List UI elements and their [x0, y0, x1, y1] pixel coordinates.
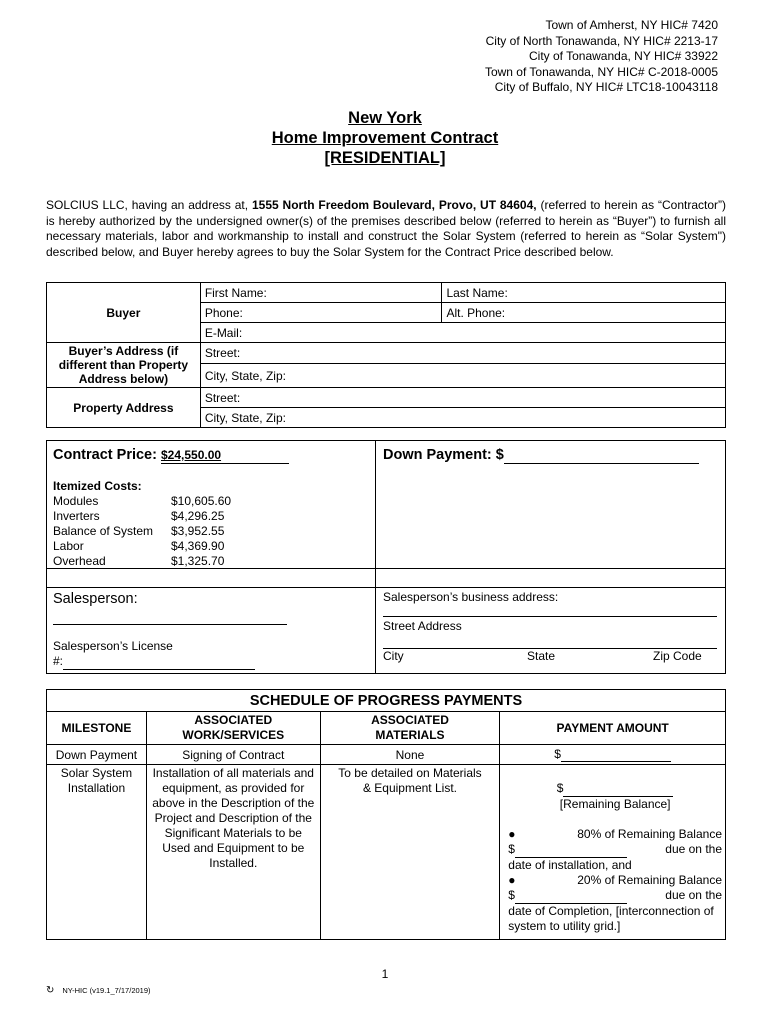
buyer-info-table	[46, 282, 726, 428]
bullet-line: $ due on the	[508, 888, 722, 902]
work-line: Installed.	[209, 856, 258, 870]
first-name-field[interactable]: First Name:	[200, 283, 442, 303]
completion-amount-field[interactable]	[515, 888, 627, 904]
work-line: Used and Equipment to be	[162, 841, 305, 855]
license-numbers	[485, 18, 718, 96]
intro-text-2: (referred to herein as “Contractor”) is hereby authorized by the undersigned owner(s) of the premises described below (referred to herein as “Buyer”) to furnish all necessary materials, labor and workmanship to install and construct the Solar System (referred to herein as “Solar System") described below, and Buyer hereby agrees to buy the Solar System for the Contract Price described below.	[46, 198, 726, 259]
salesperson-license-label: Salesperson’s License	[53, 639, 173, 653]
title-line-2: Home Improvement Contract	[271, 129, 499, 147]
license-line: City of Buffalo, NY HIC# LTC18-10043118	[494, 80, 718, 94]
cost-value: $1,325.70	[171, 554, 225, 568]
work-cell	[146, 765, 320, 940]
title-line-1: New York	[348, 109, 422, 127]
state-label: State	[527, 649, 556, 663]
work-line: Project and Description of the	[154, 811, 312, 825]
cost-row	[53, 509, 231, 524]
license-line: Town of Tonawanda, NY HIC# C-2018-0005	[484, 64, 718, 79]
materials-line: To be detailed on Materials	[338, 766, 482, 780]
installation-amount-field[interactable]	[515, 842, 627, 858]
city-label: City	[383, 649, 404, 663]
bullet-item	[508, 827, 722, 842]
salesperson-name-field[interactable]	[53, 624, 287, 625]
street-address-label: Street Address	[383, 619, 462, 633]
materials-cell	[320, 765, 500, 940]
title-line-3: [RESIDENTIAL]	[324, 149, 446, 167]
remaining-balance-label: [Remaining Balance]	[559, 797, 671, 811]
bullet-icon: ●	[508, 873, 516, 887]
materials-line: & Equipment List.	[362, 781, 457, 795]
itemized-costs	[53, 479, 231, 569]
bullet-text: date of Completion, [interconnection of system to utility grid.]	[508, 904, 714, 933]
itemized-costs-label: Itemized Costs:	[53, 479, 142, 493]
property-address-label: Property Address	[47, 388, 201, 428]
cost-name: Inverters	[53, 509, 100, 523]
work-line: equipment, as provided for	[162, 781, 305, 795]
email-field[interactable]: E-Mail:	[200, 323, 725, 343]
page-number: 1	[381, 967, 389, 981]
buyer-address-label: Buyer’s Address (if different than Property Address below)	[47, 343, 201, 388]
payment-header: PAYMENT AMOUNT	[500, 712, 726, 745]
bullet-text: due on the	[665, 888, 722, 902]
work-header-line: ASSOCIATED	[194, 713, 273, 727]
down-payment-amount-field[interactable]	[561, 747, 671, 762]
buyer-city-state-zip-field[interactable]: City, State, Zip:	[200, 364, 725, 388]
contract-price-value: $24,550.00	[160, 448, 222, 462]
bullet-text: due on the	[665, 842, 722, 856]
intro-text-1: SOLCIUS LLC, having an address at,	[46, 198, 252, 212]
cost-row	[53, 554, 231, 569]
dollar-sign: $	[556, 781, 564, 795]
license-line: City of Tonawanda, NY HIC# 33922	[528, 49, 718, 63]
buyer-street-field[interactable]: Street:	[200, 343, 725, 364]
alt-phone-field[interactable]: Alt. Phone:	[442, 303, 726, 323]
bullet-text: 80% of Remaining Balance	[577, 827, 722, 841]
license-line: Town of Amherst, NY HIC# 7420	[545, 18, 718, 32]
license-number-field[interactable]	[63, 654, 255, 670]
cost-name: Overhead	[53, 554, 106, 568]
payment-cell	[500, 745, 726, 765]
bullet-line: $ due on the	[508, 842, 722, 856]
materials-header-line: ASSOCIATED	[371, 713, 449, 727]
cost-value: $3,952.55	[171, 524, 225, 538]
down-payment-label: Down Payment: $	[383, 447, 504, 463]
materials-header-line: MATERIALS	[375, 728, 445, 742]
milestone-header: MILESTONE	[47, 712, 147, 745]
contractor-address: 1555 North Freedom Boulevard, Provo, UT 84604,	[251, 198, 537, 212]
street-address-field[interactable]	[383, 616, 717, 617]
materials-header	[320, 712, 500, 745]
down-payment	[383, 447, 699, 464]
bullet-item	[508, 873, 722, 888]
cost-row	[53, 539, 231, 554]
cost-name: Modules	[53, 494, 99, 508]
bullet-text: date of installation, and	[508, 858, 632, 872]
document-title	[0, 108, 770, 168]
footer	[46, 985, 151, 996]
divider	[375, 441, 376, 673]
buyer-label: Buyer	[47, 283, 201, 343]
phone-field[interactable]: Phone:	[200, 303, 442, 323]
business-address-label: Salesperson’s business address:	[383, 590, 559, 604]
license-line: City of North Tonawanda, NY HIC# 2213-17	[485, 33, 718, 48]
license-number-label: #:	[53, 654, 64, 668]
cost-value: $4,369.90	[171, 539, 225, 553]
cost-name: Labor	[53, 539, 84, 553]
salesperson-label: Salesperson:	[53, 591, 138, 607]
salesperson-license	[53, 639, 255, 670]
intro-paragraph	[46, 198, 726, 260]
cost-name: Balance of System	[53, 524, 154, 538]
work-line: Significant Materials to be	[164, 826, 302, 840]
milestone-cell: Down Payment	[47, 745, 147, 765]
milestone-cell	[47, 765, 147, 940]
down-payment-field[interactable]	[504, 447, 699, 464]
property-city-state-zip-field[interactable]: City, State, Zip:	[200, 408, 725, 428]
work-header-line: WORK/SERVICES	[182, 728, 285, 742]
milestone-line: Installation	[67, 781, 126, 795]
schedule-title: SCHEDULE OF PROGRESS PAYMENTS	[47, 690, 726, 712]
property-street-field[interactable]: Street:	[200, 388, 725, 408]
contract-price	[53, 447, 289, 464]
remaining-balance-field[interactable]	[563, 781, 673, 797]
work-line: above in the Description of the	[152, 796, 315, 810]
materials-cell: None	[320, 745, 500, 765]
milestone-line: Solar System	[60, 766, 133, 780]
cost-row	[53, 494, 231, 509]
version-label: NY-HIC (v19.1_7/17/2019)	[62, 986, 151, 995]
last-name-field[interactable]: Last Name:	[442, 283, 726, 303]
contract-price-box	[46, 440, 726, 674]
dollar-sign: $	[554, 747, 561, 761]
cost-value: $4,296.25	[171, 509, 225, 523]
cost-row	[53, 524, 231, 539]
payment-schedule-table	[46, 689, 726, 940]
work-header	[146, 712, 320, 745]
cost-value: $10,605.60	[171, 494, 232, 508]
bullet-text: 20% of Remaining Balance	[577, 873, 722, 887]
refresh-icon: ↻	[46, 985, 55, 996]
work-cell: Signing of Contract	[146, 745, 320, 765]
zip-code-label: Zip Code	[653, 649, 702, 663]
bullet-icon: ●	[508, 827, 516, 841]
contract-price-label: Contract Price:	[53, 447, 161, 463]
divider	[47, 587, 725, 588]
payment-cell	[500, 765, 726, 940]
work-line: Installation of all materials and	[152, 766, 314, 780]
